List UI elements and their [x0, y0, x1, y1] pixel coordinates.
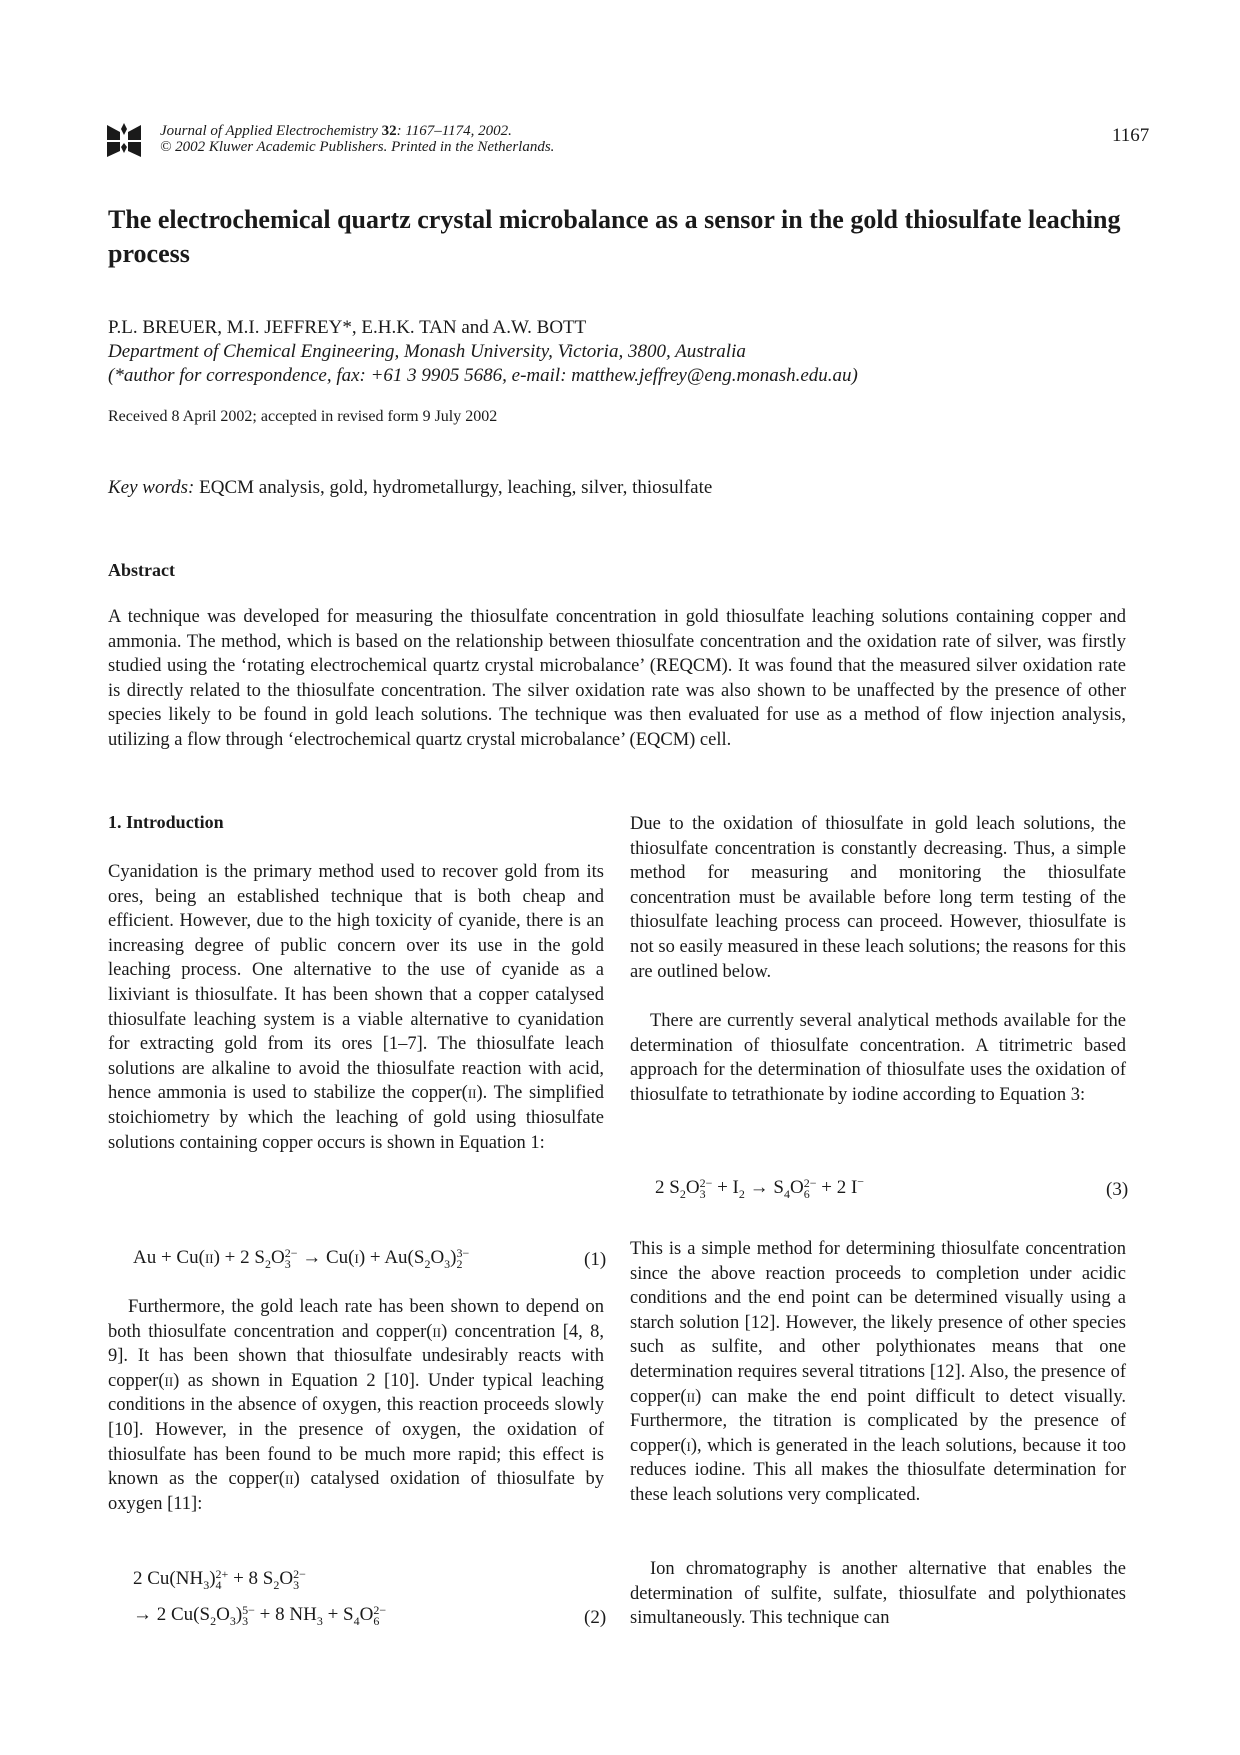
publisher-logo-icon — [107, 123, 141, 157]
affiliation: Department of Chemical Engineering, Monash University, Victoria, 3800, Australia — [108, 341, 746, 362]
received-dates: Received 8 April 2002; accepted in revised form 9 July 2002 — [108, 408, 498, 425]
keywords-label: Key words: — [108, 477, 195, 498]
equation-1: Au + Cu(ii) + 2 $S_2O$ 2− 3 → $Cu(i) + Au(S_2O_3)$ 3− 2 — [133, 1245, 470, 1271]
equation-2-line-2: → 2 $Cu(S_2O_3)$ 5− 3 + 8 $NH_3 + S_4O$ 2− 6 — [133, 1602, 387, 1628]
equation-3-number: (3) — [1106, 1179, 1129, 1200]
abstract-text: A technique was developed for measuring the thiosulfate concentration in gold thiosulfate leaching solutions containing copper and ammonia. The method, which is based on the relationship between thiosulfate concentration and the oxidation rate of silver, was firstly studied using the ‘rotating electrochemical quartz crystal microbalance’ (REQCM). It was found that the measured silver oxidation rate is directly related to the thiosulfate concentration. The silver oxidation rate was also shown to be unaffected by the presence of other species likely to be found in gold leach solutions. The technique was then evaluated for use as a method of flow injection analysis, utilizing a flow through ‘electrochemical quartz crystal microbalance’ (EQCM) cell. — [108, 607, 1126, 750]
page-number: 1167 — [1112, 125, 1150, 146]
right-paragraph-3: This is a simple method for determining thiosulfate concentration since the above reaction proceeds to completion under acidic conditions and the end point can be determined visually using a starch solution [12]. However, the likely presence of other species such as sulfite, and other polythionates means that one determination requires several titrations [12]. Also, the presence of copper(ii) can make the end point difficult to detect visually. Furthermore, the titration is complicated by the presence of copper(i), which is generated in the leach solutions, because it too reduces iodine. This all makes the thiosulfate determination for these leach solutions very complicated. — [630, 1239, 1126, 1505]
right-paragraph-4: Ion chromatography is another alternative that enables the determination of sulfite, sulfate, thiosulfate and polythionates simultaneously. This technique can — [630, 1559, 1126, 1629]
keywords-list: EQCM analysis, gold, hydrometallurgy, leaching, silver, thiosulfate — [194, 477, 713, 498]
right-paragraph-1: Due to the oxidation of thiosulfate in gold leach solutions, the thiosulfate concentration is constantly decreasing. Thus, a simple method for measuring and monitoring the thiosulfate concentration must be available before long term testing of the thiosulfate leaching process can proceed. However, thiosulfate is not so easily measured in these leach solutions; the reasons for this are outlined below. — [630, 814, 1126, 982]
correspondence-note: (*author for correspondence, fax: +61 3 9905 5686, e-mail: matthew.jeffrey@eng.monash.edu.au) — [108, 365, 858, 386]
abstract-heading: Abstract — [108, 560, 175, 580]
equation-3: 2 $S_2O$ 2− 3 + $I_2 \to S_4O$ 2− 6 + 2 I− — [655, 1174, 865, 1201]
introduction-heading: 1. Introduction — [108, 812, 224, 832]
equation-2-line-1: 2 $Cu(NH_3)$ 2+ 4 + 8 $S_2O$ 2− 3 — [133, 1566, 306, 1592]
journal-citation: Journal of Applied Electrochemistry 32: 1167–1174, 2002. © 2002 Kluwer Academic Publishers. Printed in the Netherlands. — [160, 123, 555, 155]
intro-paragraph-1: Cyanidation is the primary method used to recover gold from its ores, being an established technique that is both cheap and efficient. However, due to the high toxicity of cyanide, there is an increasing degree of public concern over its use in the gold leaching process. One alternative to the use of cyanide as a lixiviant is thiosulfate. It has been shown that a copper catalysed thiosulfate leaching system is a viable alternative to cyanidation for extracting gold from its ores [1–7]. The thiosulfate leach solutions are alkaline to avoid the thiosulfate reaction with acid, hence ammonia is used to stabilize the copper(ii). The simplified stoichiometry by which the leaching of gold using thiosulfate solutions containing copper occurs is shown in Equation 1: — [108, 862, 605, 1153]
equation-2-number: (2) — [584, 1607, 607, 1628]
keywords — [108, 477, 712, 499]
intro-paragraph-2: Furthermore, the gold leach rate has been shown to depend on both thiosulfate concentration and copper(ii) concentration [4, 8, 9]. It has been shown that thiosulfate undesirably reacts with copper(ii) as shown in Equation 2 [10]. Under typical leaching conditions in the absence of oxygen, this reaction proceeds slowly [10]. However, in the presence of oxygen, the oxidation of thiosulfate has been found to be much more rapid; this effect is known as the copper(ii) catalysed oxidation of thiosulfate by oxygen [11]: — [108, 1297, 604, 1514]
right-paragraph-2: There are currently several analytical methods available for the determination of thiosulfate concentration. A titrimetric based approach for the determination of thiosulfate uses the oxidation of thiosulfate to tetrathionate by iodine according to Equation 3: — [630, 1011, 1126, 1105]
author-list: P.L. BREUER, M.I. JEFFREY*, E.H.K. TAN and A.W. BOTT — [108, 317, 587, 338]
equation-1-number: (1) — [584, 1249, 607, 1270]
article-title: The electrochemical quartz crystal microbalance as a sensor in the gold thiosulfate leaching process — [108, 205, 1121, 268]
